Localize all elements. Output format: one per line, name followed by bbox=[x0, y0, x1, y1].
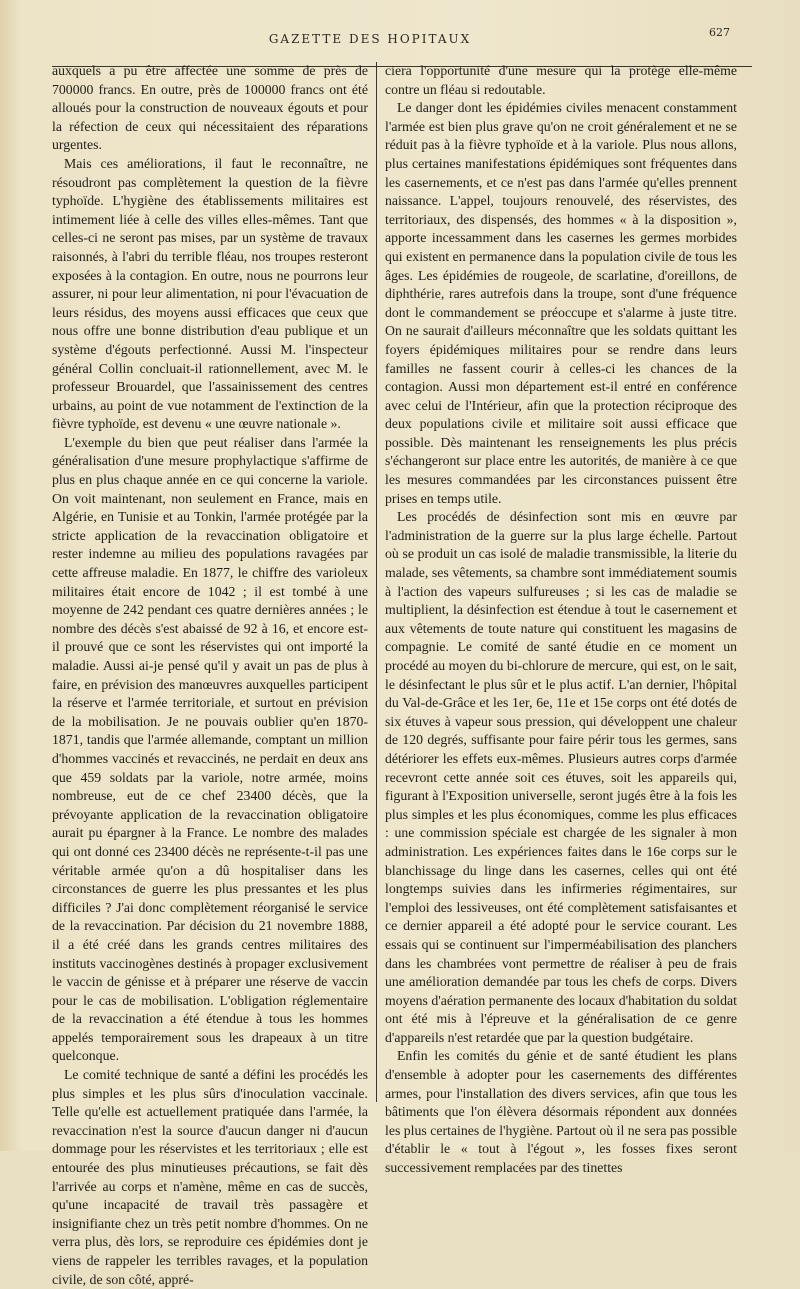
paragraph: Les procédés de désinfection sont mis en œuvre par l'administration de la guerre sur la plus large échelle. Partout où se produit un cas isolé de maladie transmissible, la literie du malade, ses vêtements, sa chambre sont immédiatement soumis à l'action des vapeurs sulfureuses ; si les cas de maladie se multiplient, la désinfection est étendue à tout le casernement et aux vêtements de toute nature qui constituent les magasins de compagnie. Le comité de santé étudie en ce moment un procédé au moyen du bi-chlorure de mercure, qui est, on le sait, le désinfectant le plus sûr et le plus actif. L'an dernier, l'hôpital du Val-de-Grâce et les 1er, 6e, 11e et 15e corps ont été dotés de six étuves à vapeur sous pression, qui développent une chaleur de 120 degrés, suffisante pour faire périr tous les germes, sans détériorer les effets eux-mêmes. Plusieurs autres corps d'armée recevront cette année soit ces étuves, soit les appareils qui, figurant à l'Exposition universelle, seront jugés être à la fois les plus simples et les plus économiques, comme les plus efficaces : une commission spéciale est chargée de les signaler à mon administration. Les expériences faites dans le 16e corps sur le blanchissage du linge dans les casernes, celles qui ont été longtemps suivies dans les infirmeries régimentaires, sur l'emploi des lessiveuses, ont été complètement satisfaisantes et ce dernier appareil a été adopté pour le service courant. Les essais qui se continuent sur l'imperméabilisation des planchers dans les chambrées vont permettre de réaliser à peu de frais une amélioration demandée par tous les chefs de corps. Divers moyens d'aération permanente des locaux d'habitation du soldat ont été mis à l'épreuve et la généralisation de ce genre d'appareils n'est retardée que par la question budgétaire. bbox=[385, 509, 737, 1045]
journal-title: GAZETTE DES HOPITAUX bbox=[268, 32, 472, 46]
paragraph: Enfin les comités du génie et de santé étudient les plans d'ensemble à adopter pour les casernements des différentes armes, pour l'installation des divers services, afin que tous les bâtiments que l'on élèvera désormais répondent aux données les plus certaines de l'hygiène. Partout où il ne sera pas possible d'établir le « tout à l'égout », les fosses fixes seront successivement remplacées par des tinettes bbox=[385, 1048, 737, 1176]
paragraph: auxquels a pu être affectée une somme de près de 700000 francs. En outre, près de 100000 francs ont été alloués pour la construction de nouveaux égouts et pour la réfection de ceux qui nécessitaient des réparations urgentes. bbox=[52, 63, 368, 153]
paragraph: Mais ces améliorations, il faut le reconnaître, ne résoudront pas complètement la question de la fièvre typhoïde. L'hygiène des établissements militaires est intimement liée à celle des villes elles-mêmes. Tant que celles-ci ne seront pas mises, par un système de travaux raisonnés, à l'abri du terrible fléau, nos troupes resteront exposées à la contagion. En outre, nous ne pourrons leur assurer, ni pour leur alimentation, ni pour l'évacuation de leurs résidus, des moyens aussi efficaces que ceux que nous offre une bonne distribution d'eau publique et un système d'égouts perfectionné. Aussi M. l'inspecteur général Collin concluait-il rationnellement, avec M. le professeur Brouardel, que l'assainissement des centres urbains, au point de vue notamment de l'extinction de la fièvre typhoïde, est devenu « une œuvre nationale ». bbox=[52, 155, 368, 432]
paragraph: Le danger dont les épidémies civiles menacent constamment l'armée est bien plus grave qu'on ne croit généralement et ne se réduit pas à la fièvre typhoïde et à la variole. Plus nous allons, plus certaines manifestations épidémiques sont fréquentes dans les casernements, et ce n'est pas dans l'armée qu'elles prennent naissance. L'appel, toujours renouvelé, des réservistes, des territoriaux, des dispensés, des hommes « à la disposition », apporte incessamment dans les casernes les germes morbides qui existent en permanence dans la population civile de tous les âges. Les épidémies de rougeole, de scarlatine, d'oreillons, de diphthérie, rares autrefois dans la troupe, sont d'une fréquence dont le commandement se préoccupe et s'alarme à juste titre. On ne saurait d'ailleurs méconnaître que les soldats quittant les foyers épidémiques militaires pour se rendre dans leurs familles ne fassent courir à celles-ci les chances de la contagion. Aussi mon département est-il entré en conférence avec celui de l'Intérieur, afin que la protection réciproque des deux populations civile et militaire soit aussi efficace que possible. Dès maintenant les renseignements les plus précis s'échangeront sur place entre les autorités, de manière à ce que les mesures commandées par les circonstances puissent être prises en temps utile. bbox=[385, 100, 737, 506]
paragraph: Le comité technique de santé a défini les procédés les plus simples et les plus sûrs d'inoculation vaccinale. Telle qu'elle est actuellement pratiquée dans l'armée, la revaccination n'est la source d'aucun danger ni d'aucun dommage pour les réservistes et les territoriaux ; elle est entourée des plus minutieuses précautions, se fait dès l'arrivée au corps et n'amène, même en cas de succès, qu'une incapacité de travail très passagère et insignifiante chez un très petit nombre d'hommes. On ne verra plus, dès lors, se reproduire ces épidémies dont je viens de rappeler les terribles ravages, et la population civile, de son côté, appré- bbox=[52, 1067, 368, 1287]
right-column bbox=[385, 62, 737, 1178]
column-divider bbox=[376, 62, 377, 1102]
left-column bbox=[52, 62, 368, 1289]
page-number: 627 bbox=[709, 26, 730, 39]
paragraph: ciera l'opportunité d'une mesure qui la protège elle-même contre un fléau si redoutable. bbox=[385, 63, 737, 97]
page-header bbox=[0, 26, 800, 56]
paragraph: L'exemple du bien que peut réaliser dans l'armée la généralisation d'une mesure prophylactique s'affirme de plus en plus chaque année en ce qui concerne la variole. On voit maintenant, non seulement en France, mais en Algérie, en Tunisie et au Tonkin, l'armée protégée par la stricte application de la revaccination obligatoire et rester indemne au milieu des populations ravagées par cette affreuse maladie. En 1877, le chiffre des varioleux militaires était encore de 1042 ; il est tombé à une moyenne de 242 pendant ces quatre dernières années ; le nombre des décès s'est abaissé de 92 à 16, et encore est-il prouvé que ce sont les réservistes qui ont importé la maladie. Aussi ai-je pensé qu'il y avait un pas de plus à faire, en prévision des manœuvres auxquelles participent la réserve et l'armée territoriale, et surtout en prévision de la mobilisation. Je ne pouvais oublier qu'en 1870-1871, tandis que l'armée allemande, comptant un million d'hommes vaccinés et revaccinés, ne perdait en deux ans que 459 soldats par la variole, notre armée, moins nombreuse, eut de ce chef 23400 décès, que la prévoyante application de la revaccination obligatoire aurait pu épargner à la France. Le nombre des malades qui ont donné ces 23400 décès ne représente-t-il pas une véritable armée qu'on a dû hospitaliser dans les circonstances de guerre les plus pressantes et les plus difficiles ? J'ai donc complètement réorganisé le service de la revaccination. Par décision du 21 novembre 1888, il a été créé dans les grands centres militaires des instituts vaccinogènes destinés à propager exclusivement le vaccin de génisse et à préparer une réserve de vaccin pour le cas de mobilisation. L'obligation réglementaire de la revaccination a été étendue à tous les hommes appelés temporairement sous les drapeaux à un titre quelconque. bbox=[52, 434, 368, 1064]
